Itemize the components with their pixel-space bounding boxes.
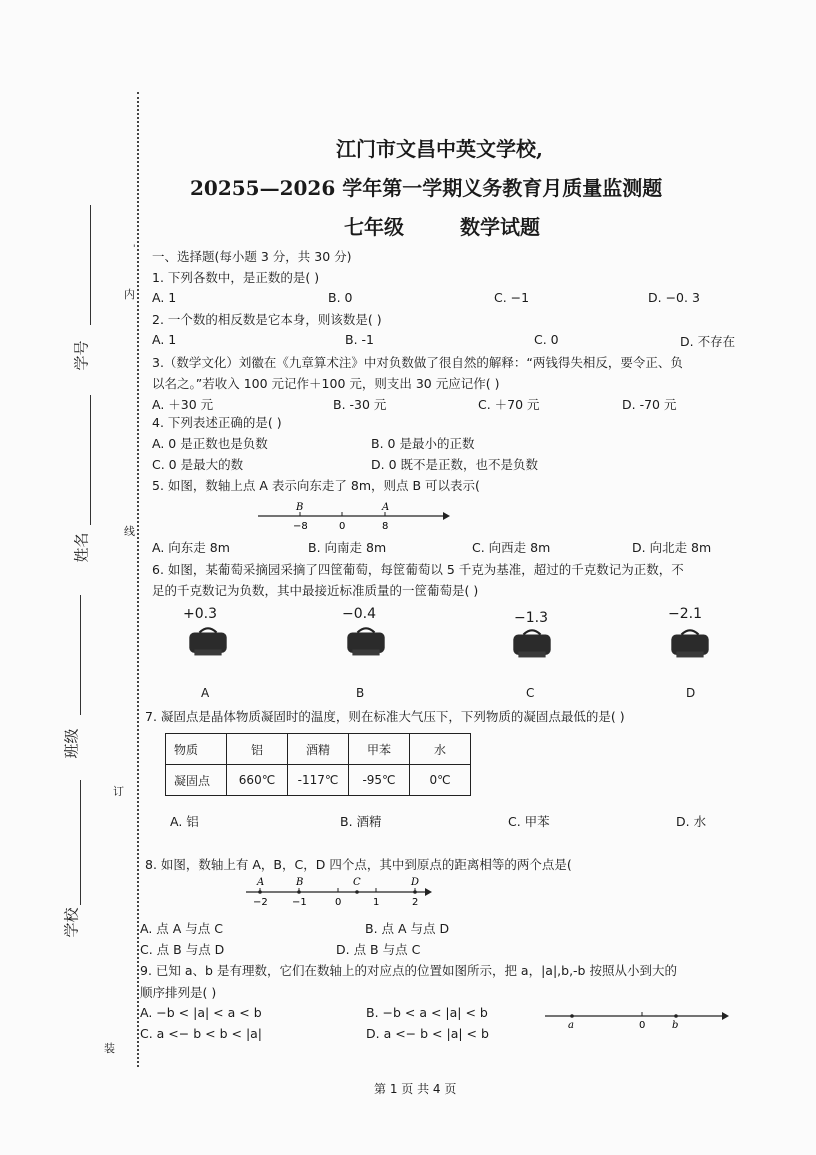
q3-option-d[interactable]: D. -70 元 xyxy=(622,397,677,412)
binding-dotted-line xyxy=(137,92,139,1067)
q2-option-b[interactable]: B. -1 xyxy=(345,332,374,347)
q5-point-a: A xyxy=(382,502,390,513)
q3-option-c[interactable]: C. ＋70 元 xyxy=(478,397,540,412)
q1-option-d[interactable]: D. −0. 3 xyxy=(648,290,700,305)
table-cell: -95℃ xyxy=(349,765,410,796)
q8-tick-1: 1 xyxy=(373,897,380,908)
margin-mark-nei: 内 xyxy=(124,288,135,301)
q3-line2: 以名之。”若收入 100 元记作＋100 元，则支出 30 元应记作( ) xyxy=(152,376,500,391)
q8-option-a[interactable]: A. 点 A 与点 C xyxy=(140,921,223,936)
q5-option-a[interactable]: A. 向东走 8m xyxy=(152,540,230,555)
grape-basket-d-icon[interactable] xyxy=(664,626,716,660)
page-footer: 第 1 页 共 4 页 xyxy=(374,1082,457,1096)
q5-option-c[interactable]: C. 向西走 8m xyxy=(472,540,551,555)
class-blank[interactable] xyxy=(80,595,81,715)
q9-number-line xyxy=(542,1006,732,1032)
margin-mark-zhuang: 装 xyxy=(104,1042,115,1055)
table-cell: 甲苯 xyxy=(349,734,410,765)
q4-option-c[interactable]: C. 0 是最大的数 xyxy=(152,457,244,472)
q3-line1: 3.（数学文化）刘徽在《九章算术注》中对负数做了很自然的解释：“两钱得失相反，要令正、负 xyxy=(152,355,683,370)
name-label: 姓名 xyxy=(72,532,91,563)
margin-tick: ' xyxy=(133,244,136,254)
q9-option-d[interactable]: D. a <− b < |a| < b xyxy=(366,1026,489,1041)
basket-d-value: −2.1 xyxy=(668,606,702,622)
grape-basket-c-icon[interactable] xyxy=(506,626,558,660)
q8-tick-neg2: −2 xyxy=(253,897,268,908)
q9-point-a: a xyxy=(568,1020,574,1031)
table-cell: 水 xyxy=(410,734,471,765)
basket-d-label[interactable]: D xyxy=(686,686,696,700)
q8-tick-neg1: −1 xyxy=(292,897,307,908)
q5-option-b[interactable]: B. 向南走 8m xyxy=(308,540,387,555)
q1-option-a[interactable]: A. 1 xyxy=(152,290,177,305)
q6-line1: 6. 如图，某葡萄采摘园采摘了四筐葡萄，每筐葡萄以 5 千克为基准，超过的千克数记为正数，不 xyxy=(152,562,684,577)
table-cell: 酒精 xyxy=(288,734,349,765)
subject-title: 数学试题 xyxy=(460,215,540,239)
q8-stem: 8. 如图，数轴上有 A，B，C，D 四个点，其中到原点的距离相等的两个点是( xyxy=(145,857,572,872)
q9-option-b[interactable]: B. −b < a < |a| < b xyxy=(366,1005,488,1020)
q7-option-d[interactable]: D. 水 xyxy=(676,814,707,829)
table-cell: 660℃ xyxy=(227,765,288,796)
q5-stem: 5. 如图，数轴上点 A 表示向东走了 8m，则点 B 可以表示( xyxy=(152,478,480,493)
q8-number-line xyxy=(243,874,433,908)
school-title: 江门市文昌中英文学校, xyxy=(336,137,543,161)
student-no-blank[interactable] xyxy=(90,205,91,325)
basket-c-label[interactable]: C xyxy=(526,686,535,700)
q4-option-b[interactable]: B. 0 是最小的正数 xyxy=(371,436,475,451)
name-blank[interactable] xyxy=(90,395,91,525)
table-row xyxy=(166,765,471,796)
q5-tick-neg8: −8 xyxy=(293,521,308,532)
basket-a-value: +0.3 xyxy=(183,606,217,622)
q2-option-a[interactable]: A. 1 xyxy=(152,332,177,347)
q9-option-c[interactable]: C. a <− b < b < |a| xyxy=(140,1026,263,1041)
q7-option-c[interactable]: C. 甲苯 xyxy=(508,814,550,829)
q9-line2: 顺序排列是( ) xyxy=(140,985,217,1000)
q2-stem: 2. 一个数的相反数是它本身，则该数是( ) xyxy=(152,312,382,327)
q1-option-b[interactable]: B. 0 xyxy=(328,290,353,305)
school-label: 学校 xyxy=(62,907,81,938)
q9-line1: 9. 已知 a、b 是有理数，它们在数轴上的对应点的位置如图所示，把 a，|a|,b,-b 按照从小到大的 xyxy=(140,963,677,978)
q3-option-a[interactable]: A. ＋30 元 xyxy=(152,397,214,412)
section-heading: 一、选择题(每小题 3 分，共 30 分) xyxy=(152,249,352,264)
q7-option-a[interactable]: A. 铝 xyxy=(170,814,199,829)
table-cell: 铝 xyxy=(227,734,288,765)
q8-tick-2: 2 xyxy=(412,897,419,908)
q8-option-d[interactable]: D. 点 B 与点 C xyxy=(336,942,421,957)
q3-option-b[interactable]: B. -30 元 xyxy=(333,397,387,412)
basket-b-label[interactable]: B xyxy=(356,686,365,700)
q8-point-c: C xyxy=(353,877,361,888)
grape-basket-b-icon[interactable] xyxy=(340,624,392,658)
q5-tick-0: 0 xyxy=(339,521,346,532)
grape-basket-a-icon[interactable] xyxy=(182,624,234,658)
table-row xyxy=(166,734,471,765)
q4-option-d[interactable]: D. 0 既不是正数，也不是负数 xyxy=(371,457,538,472)
basket-c-value: −1.3 xyxy=(514,610,548,626)
q2-option-c[interactable]: C. 0 xyxy=(534,332,559,347)
q5-tick-8: 8 xyxy=(382,521,389,532)
q9-point-b: b xyxy=(672,1020,679,1031)
class-label: 班级 xyxy=(62,728,81,759)
margin-mark-xian: 线 xyxy=(124,525,135,538)
q4-stem: 4. 下列表述正确的是( ) xyxy=(152,415,282,430)
q8-tick-0: 0 xyxy=(335,897,342,908)
grade-title: 七年级 xyxy=(344,215,404,239)
q1-stem: 1. 下列各数中，是正数的是( ) xyxy=(152,270,320,285)
basket-b-value: −0.4 xyxy=(342,606,376,622)
q8-option-c[interactable]: C. 点 B 与点 D xyxy=(140,942,225,957)
q8-option-b[interactable]: B. 点 A 与点 D xyxy=(365,921,450,936)
q5-number-line xyxy=(255,500,450,532)
q2-option-d[interactable]: D. 不存在 xyxy=(680,334,736,349)
q6-line2: 足的千克数记为负数，其中最接近标准质量的一筐葡萄是( ) xyxy=(152,583,479,598)
q1-option-c[interactable]: C. −1 xyxy=(494,290,530,305)
q4-option-a[interactable]: A. 0 是正数也是负数 xyxy=(152,436,268,451)
q8-point-b: B xyxy=(296,877,304,888)
q7-option-b[interactable]: B. 酒精 xyxy=(340,814,382,829)
table-cell: 物质 xyxy=(166,734,227,765)
table-cell: 凝固点 xyxy=(166,765,227,796)
school-blank[interactable] xyxy=(80,780,81,905)
margin-mark-ding: 订 xyxy=(113,785,124,798)
basket-a-label[interactable]: A xyxy=(201,686,210,700)
freezing-point-table xyxy=(165,733,471,796)
table-cell: -117℃ xyxy=(288,765,349,796)
term-title: 20255—2026 学年第一学期义务教育月质量监测题 xyxy=(190,176,663,200)
q9-tick-0: 0 xyxy=(639,1020,646,1031)
student-no-label: 学号 xyxy=(72,340,91,371)
q7-stem: 7. 凝固点是晶体物质凝固时的温度，则在标准大气压下，下列物质的凝固点最低的是( ) xyxy=(145,709,625,724)
q8-point-a: A xyxy=(257,877,265,888)
table-cell: 0℃ xyxy=(410,765,471,796)
q5-point-b: B xyxy=(296,502,304,513)
q9-option-a[interactable]: A. −b < |a| < a < b xyxy=(140,1005,262,1020)
q5-option-d[interactable]: D. 向北走 8m xyxy=(632,540,712,555)
q8-point-d: D xyxy=(411,877,420,888)
